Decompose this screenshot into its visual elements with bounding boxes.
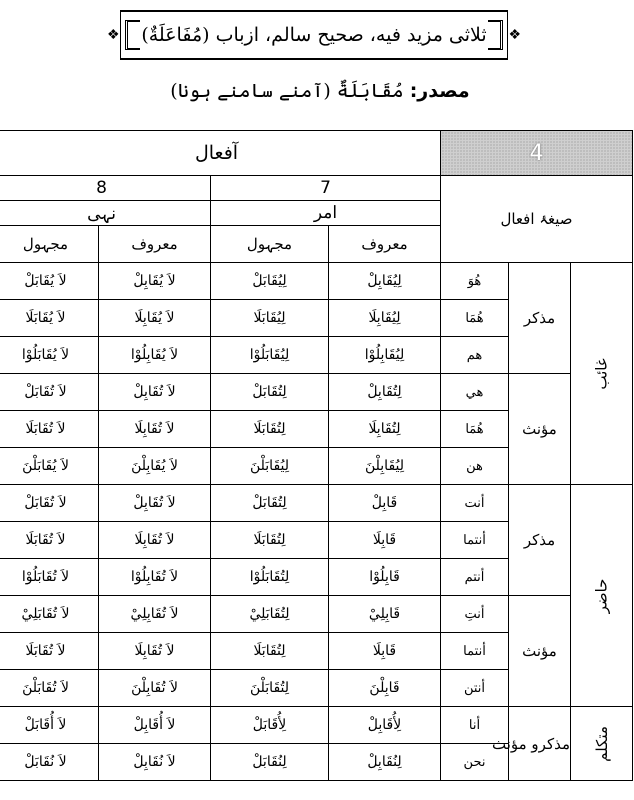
table-row <box>0 485 633 522</box>
header-row <box>0 176 633 201</box>
verb-cell: لِيُقَابَلُوْا <box>211 337 329 374</box>
pronoun-cell: أنت <box>441 485 509 522</box>
verb-cell: لاَ يُقَابَلْ <box>0 263 99 300</box>
verb-cell: لِتُقَابَلْ <box>211 374 329 411</box>
verb-cell: لاَ تُقَابِلَا <box>99 411 211 448</box>
verb-cell: لاَ تُقَابَلِيْ <box>0 596 99 633</box>
verb-cell: لِيُقَابِلَا <box>329 300 441 337</box>
verb-cell: لاَ تُقَابِلُوْا <box>99 559 211 596</box>
verb-cell: لِتُقَابَلُوْا <box>211 559 329 596</box>
table-row <box>0 707 633 744</box>
person-label-text: متکلم <box>592 725 611 762</box>
verb-cell: لاَ تُقَابِلْ <box>99 374 211 411</box>
table-row <box>0 263 633 300</box>
pronoun-cell: أنتن <box>441 670 509 707</box>
verb-cell: لاَ تُقَابِلِيْ <box>99 596 211 633</box>
column-name: امر <box>211 201 441 226</box>
verb-cell: لِتُقَابَلَا <box>211 633 329 670</box>
verb-cell: لاَ تُقَابِلْ <box>99 485 211 522</box>
group-number: 4 <box>441 131 633 176</box>
verb-cell: لاَ يُقَابَلُوْا <box>0 337 99 374</box>
pronoun-cell: هُوَ <box>441 263 509 300</box>
group-title: آفعال <box>0 131 441 176</box>
masdar-label: مصدر: <box>409 80 470 102</box>
verb-cell: لاَ تُقَابَلَا <box>0 411 99 448</box>
verb-cell: لاَ تُقَابَلْ <box>0 374 99 411</box>
ornament-icon: ❖ <box>508 27 521 43</box>
column-subheader: مجہول <box>211 226 329 263</box>
pronoun-cell: هم <box>441 337 509 374</box>
verb-cell: قَابِلُوْا <box>329 559 441 596</box>
verb-cell: لاَ تُقَابَلْنَ <box>0 670 99 707</box>
verb-cell: لِأُقَابَلْ <box>211 707 329 744</box>
pronoun-cell: أنتما <box>441 633 509 670</box>
verb-cell: لاَ تُقَابَلَا <box>0 522 99 559</box>
verb-cell: لِنُقَابَلْ <box>211 744 329 781</box>
pronoun-cell: أنتِ <box>441 596 509 633</box>
gender-label: مذکر <box>509 263 571 374</box>
verb-cell: لِتُقَابِلَا <box>329 411 441 448</box>
verb-cell: لِتُقَابَلَا <box>211 411 329 448</box>
verb-cell: لاَ تُقَابَلَا <box>0 633 99 670</box>
verb-cell: لاَ يُقَابِلْنَ <box>99 448 211 485</box>
verb-cell: لاَ يُقَابِلُوْا <box>99 337 211 374</box>
verb-cell: لاَ أُقَابَلْ <box>0 707 99 744</box>
header-row <box>0 131 633 176</box>
gender-label: مؤنث <box>509 374 571 485</box>
verb-cell: قَابِلَا <box>329 633 441 670</box>
table-row <box>0 596 633 633</box>
verb-cell: لِأُقَابِلْ <box>329 707 441 744</box>
verb-cell: لاَ نُقَابِلْ <box>99 744 211 781</box>
masdar-line <box>100 80 540 102</box>
table-row <box>0 374 633 411</box>
pronoun-cell: أنتما <box>441 522 509 559</box>
verb-cell: لِتُقَابَلَا <box>211 522 329 559</box>
verb-cell: لِيُقَابَلْ <box>211 263 329 300</box>
verb-cell: لِنُقَابِلْ <box>329 744 441 781</box>
verb-cell: لاَ يُقَابَلَا <box>0 300 99 337</box>
verb-cell: قَابِلِيْ <box>329 596 441 633</box>
verb-cell: قَابِلْ <box>329 485 441 522</box>
page-title: ثلاثی مزید فیه، صحیح سالم، ازباب (مُفَاعَلَةٌ) <box>141 24 487 46</box>
pronoun-cell: أنتم <box>441 559 509 596</box>
verb-cell: لاَ تُقَابِلَا <box>99 522 211 559</box>
person-label-text: حاضر <box>592 578 611 613</box>
person-label <box>571 707 633 781</box>
verb-cell: لِيُقَابِلْنَ <box>329 448 441 485</box>
verb-cell: لاَ يُقَابِلَا <box>99 300 211 337</box>
verb-cell: لِتُقَابَلِيْ <box>211 596 329 633</box>
verb-cell: لاَ تُقَابَلْ <box>0 485 99 522</box>
pronoun-cell: هي <box>441 374 509 411</box>
gender-label: مذکر <box>509 485 571 596</box>
sigha-label: صیغۂ افعال <box>441 176 633 263</box>
verb-cell: لاَ نُقَابَلْ <box>0 744 99 781</box>
verb-cell: لاَ تُقَابِلْنَ <box>99 670 211 707</box>
person-label <box>571 485 633 707</box>
conjugation-table <box>0 130 633 781</box>
verb-cell: لِيُقَابِلْ <box>329 263 441 300</box>
person-label <box>571 263 633 485</box>
person-label-text: غائب <box>592 357 611 390</box>
title-banner <box>107 10 521 60</box>
column-name: نہی <box>0 201 211 226</box>
ornament-icon: ❖ <box>107 27 120 43</box>
verb-cell: لاَ تُقَابِلَا <box>99 633 211 670</box>
column-subheader: معروف <box>99 226 211 263</box>
pronoun-cell: هن <box>441 448 509 485</box>
masdar-value: مُقَابَلَةٌ (آمنے سامنے ہونا) <box>170 80 404 102</box>
pronoun-cell: نحن <box>441 744 509 781</box>
verb-cell: قَابِلَا <box>329 522 441 559</box>
gender-label: مذکرو مؤنث <box>509 707 571 781</box>
verb-cell: لِتُقَابِلْ <box>329 374 441 411</box>
verb-cell: لِتُقَابَلْنَ <box>211 670 329 707</box>
verb-cell: لاَ يُقَابِلْ <box>99 263 211 300</box>
column-subheader: مجہول <box>0 226 99 263</box>
verb-cell: قَابِلْنَ <box>329 670 441 707</box>
gender-label: مؤنث <box>509 596 571 707</box>
verb-cell: لِيُقَابَلْنَ <box>211 448 329 485</box>
verb-cell: لاَ أُقَابِلْ <box>99 707 211 744</box>
pronoun-cell: هُمَا <box>441 411 509 448</box>
pronoun-cell: أنا <box>441 707 509 744</box>
verb-cell: لِيُقَابَلَا <box>211 300 329 337</box>
pronoun-cell: هُمَا <box>441 300 509 337</box>
verb-cell: لاَ يُقَابَلْنَ <box>0 448 99 485</box>
column-subheader: معروف <box>329 226 441 263</box>
column-number: 7 <box>211 176 441 201</box>
verb-cell: لاَ تُقَابَلُوْا <box>0 559 99 596</box>
verb-cell: لِتُقَابَلْ <box>211 485 329 522</box>
column-number: 8 <box>0 176 211 201</box>
verb-cell: لِيُقَابِلُوْا <box>329 337 441 374</box>
